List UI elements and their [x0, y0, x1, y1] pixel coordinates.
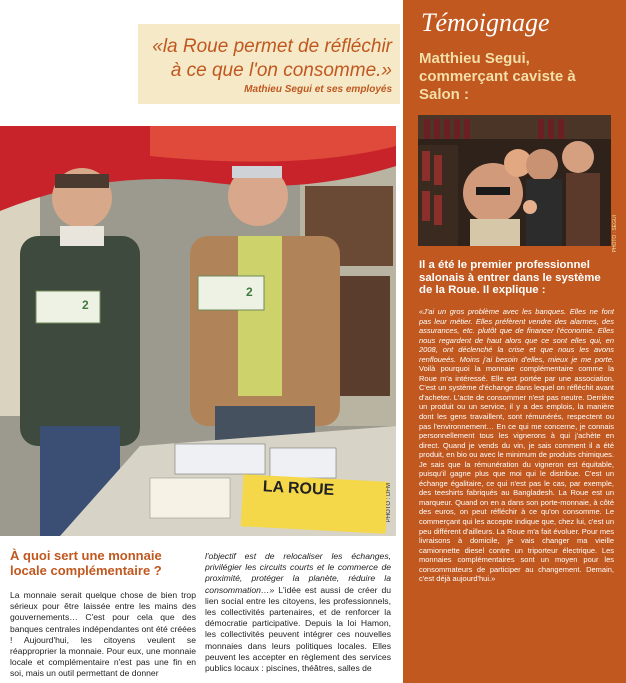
article-column-1-text: La monnaie serait quelque chose de bien trop sérieux pour être laissée entre les mains des gouvernements… C'est pour cela que des banques centrales indépendantes ont été créées ! Aujourd'hui, les citoyens veulent se réapproprier la monnaie. Pour eux, une monnaie locale et complémentaire n'est pas une fin en soi, mais un outil permettant de donner	[10, 590, 196, 679]
article-column-2-paragraph	[205, 551, 391, 674]
testimonial-intro: Il a été le premier professionnel salonais à entrer dans le système de la Roue. Il explique :	[419, 259, 601, 296]
pull-quote-line-2: à ce que l'on consomme.»	[170, 60, 392, 81]
pull-quote	[138, 24, 400, 104]
testimonial-panel	[403, 0, 626, 683]
article-column-2-italic: l'objectif est de relocaliser les échanges, privilégier les circuits courts et le commerce de proximité, protéger la planète, réduire la consommation…»	[205, 551, 391, 595]
market-stall-illustration	[0, 126, 396, 536]
article-column-2	[205, 551, 391, 674]
article-column-2-text: L'idée est aussi de créer du lien social entre les citoyens, les professionnels, les collectivités partenaires, et de renforcer la démocratie participative. Depuis la loi Hamon, les collectivités peuvent intégrer ces nouvelles monnaies dans leurs politiques locales. Elles peuvent les accepter en règlement des services publics locaux : piscines, théâtres, salles de	[205, 584, 391, 674]
pull-quote-line-1: «la Roue permet de réfléchir	[152, 36, 392, 57]
main-photo	[0, 126, 396, 536]
la-roue-sign-text: LA ROUE	[262, 478, 335, 500]
wine-shop-photo-credit: PHOTO : SEGUI	[612, 215, 618, 253]
wine-shop-photo	[418, 115, 611, 246]
wine-shop-illustration	[418, 115, 611, 246]
testimonial-title: Matthieu Segui, commerçant caviste à Salon :	[419, 50, 576, 103]
testimonial-paragraph	[419, 307, 614, 584]
banknote-value-left: 2	[82, 298, 89, 312]
testimonial-body-text: Voilà pourquoi la monnaie complémentaire comme la Roue m'a intéressé. Elle est portée par une association. C'est un système d'échange dans lequel on réfléchit avant d'acheter. L'acte de consommer n'est pas neutre. Derrière un produit ou un service, il y a des emplois, la manière dont les gens travaillent, sont rémunérés, respectent ou pas l'environnement… En ce qui me concerne, je connais personnellement tous les vignerons à qui j'achète en direct. Quand je vends du vin, je sais comment il a été produit, en bio ou avec le minimum de produits chimiques. Je sais que la rémunération du vigneron est équitable, puisqu'il gagne plus que moi qui le distribue. C'est un échange égalitaire, ce qui n'est pas le cas, par exemple, des teeshirts fabriqués au Bangladesh. La Roue est un marqueur. Quand on en a dans son porte-monnaie, à côté des euros, on peut réfléchir à ce qu'on consomme. Le commerçant qui les accepte indique que, chez lui, c'est un peu différent d'ailleurs. La Roue m'a fait évoluer. Pour mes livraisons à domicile, je vais changer ma vieille camionnette diesel contre un triporteur électrique. Les monnaies complémentaires sont un moyen pour les consommateurs de participer au changement. Demain, c'est déjà aujourd'hui.»	[419, 364, 614, 584]
article-column-1	[10, 590, 196, 680]
section-label: Témoignage	[421, 8, 550, 37]
testimonial-body	[419, 307, 614, 584]
pull-quote-attribution: Mathieu Segui et ses employés	[244, 84, 392, 95]
testimonial-body-italic: «J'ai un gros problème avec les banques. Elles ne font pas leur métier. Elles préfèrent vendre des alarmes, des assurances, etc. plutôt que de financer l'économie. Elles nous regardent de haut alors que ce sont elles qui, en 2008, ont déclenché la crise et que nous les avons renfloueés. Moins j'ai besoin d'elles, mieux je me porte.	[419, 307, 614, 364]
article-heading: À quoi sert une monnaie locale complémentaire ?	[10, 548, 162, 578]
main-photo-credit: PHOTO : DFM	[386, 482, 392, 522]
banknote-value-right: 2	[246, 285, 253, 299]
